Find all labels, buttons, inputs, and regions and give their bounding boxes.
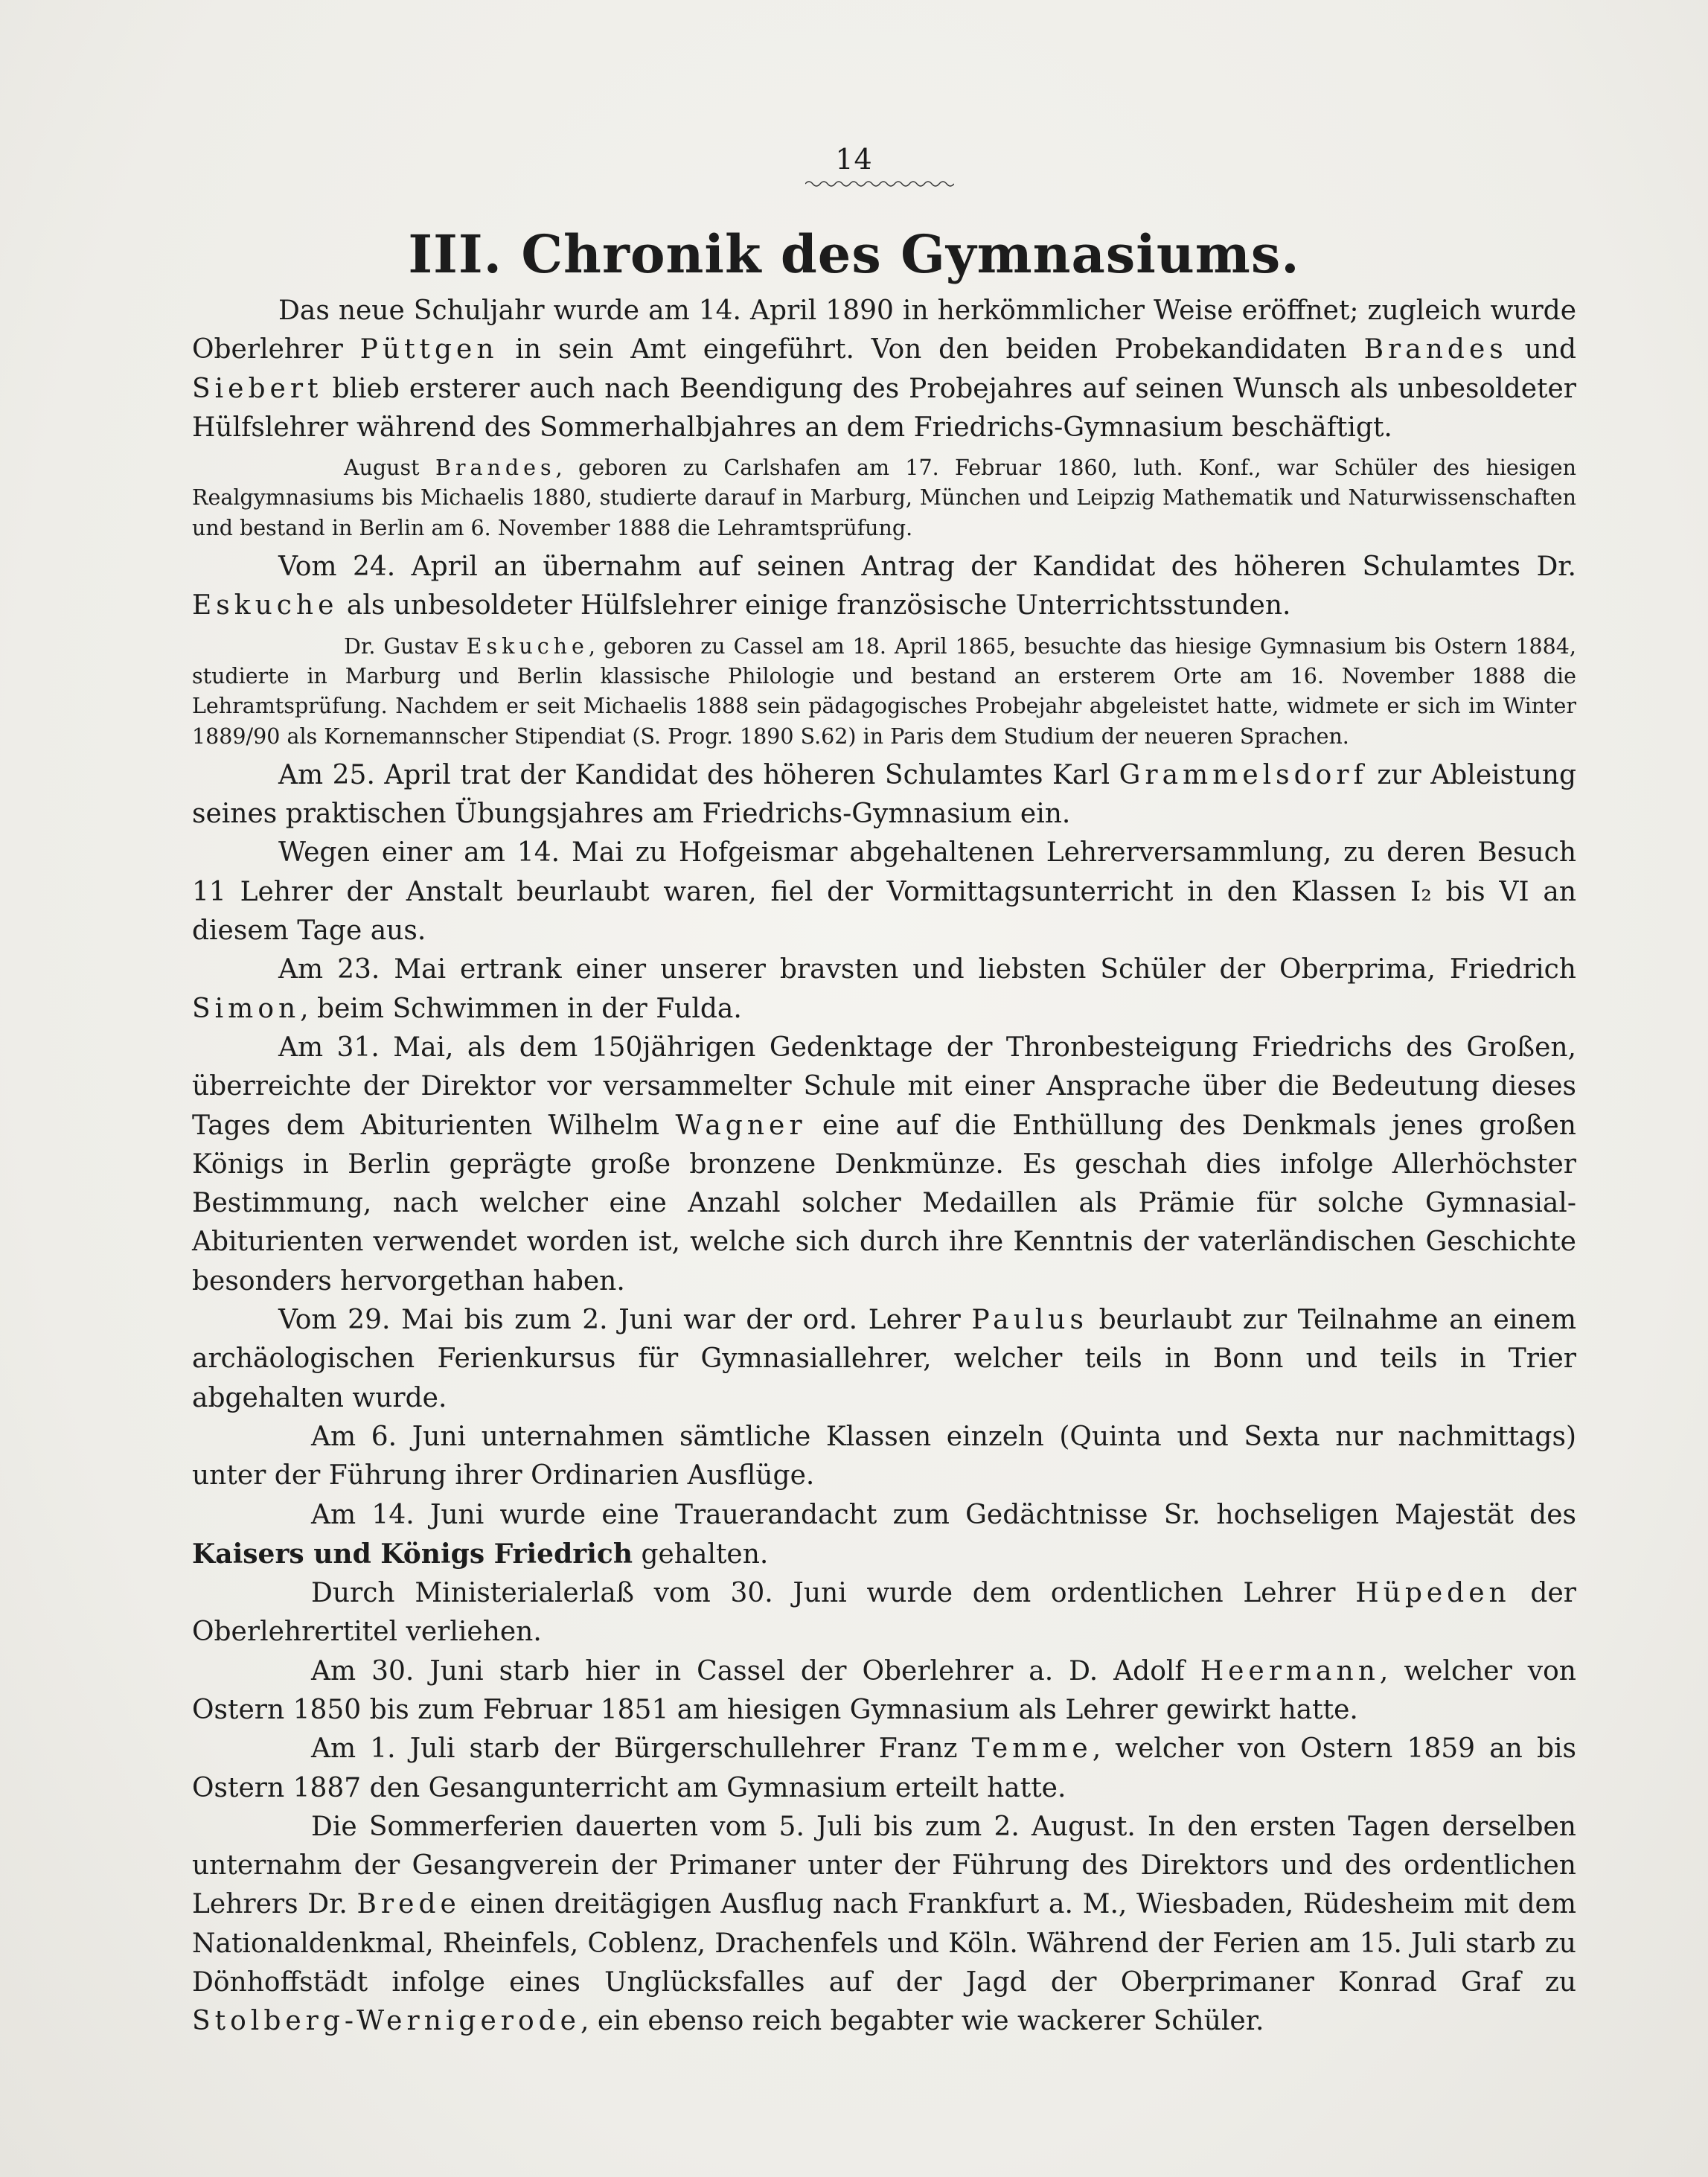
- spaced-name: Brede: [356, 1889, 461, 1920]
- text-run: Vom 24. April an übernahm auf seinen Antrag der Kandidat des höheren Schulamtes Dr.: [278, 552, 1576, 583]
- text-run: Am 25. April trat der Kandidat des höheren Schulamtes Karl: [278, 759, 1119, 790]
- biographical-note: [192, 632, 1576, 752]
- spaced-name: Hüpeden: [1355, 1578, 1511, 1609]
- text-run: Dr. Gustav: [344, 633, 467, 659]
- paragraph: [192, 756, 1576, 834]
- spaced-name: Püttgen: [359, 334, 499, 365]
- text-run: eine auf die Enthüllung des Denkmals jenes großen Königs in Berlin geprägte große bronzene Denkmünze. Es geschah dies infolge Allerhöchster Bestimmung, nach welcher eine Anzahl solcher Medaillen als Prämie für solche Gymnasial-Abiturienten verwendet worden ist, welche sich durch ihre Kenntnis der vaterländischen Geschichte besonders hervorgethan haben.: [192, 1110, 1576, 1297]
- text-run: Am 31. Mai, als dem 150jährigen Gedenktage der Thronbesteigung Friedrichs des Großen, überreichte der Direktor vor versammelter Schule mit einer Ansprache über die Bedeutung dieses Tages dem Abiturienten Wilhelm: [192, 1032, 1576, 1141]
- text-run: beurlaubt zur Teilnahme an einem archäologischen Ferienkursus für Gymnasiallehrer, welcher teils in Bonn und teils in Trier abgehalten wurde.: [192, 1305, 1576, 1413]
- paragraph: [192, 834, 1576, 950]
- spaced-name: Temme: [971, 1733, 1093, 1765]
- spaced-name: Siebert: [192, 373, 323, 404]
- decorative-rule: [805, 179, 954, 189]
- text-run: Das neue Schuljahr wurde am 14. April 1890 in herkömmlicher Weise eröffnet; zugleich wurde Oberlehrer: [192, 295, 1576, 365]
- paragraph: [192, 292, 1576, 447]
- text-run: der Oberlehrertitel verliehen.: [192, 1578, 1576, 1648]
- text-run: in sein Amt eingeführt. Von den beiden Probekandidaten: [498, 334, 1364, 365]
- paragraph: [192, 1496, 1576, 1575]
- paragraph: [192, 1808, 1576, 2042]
- text-run: Wegen einer am 14. Mai zu Hofgeismar abgehaltenen Lehrerversammlung, zu deren Besuch 11 Lehrer der Anstalt beurlaubt waren, fiel der Vormittagsunterricht in den Klassen I₂ bis VI an diesem Tage aus.: [192, 837, 1576, 947]
- text-run: , beim Schwimmen in der Fulda.: [300, 993, 742, 1024]
- chronicle-text: [192, 292, 1576, 2042]
- spaced-name: Simon: [192, 993, 301, 1024]
- text-run: Am 30. Juni starb hier in Cassel der Oberlehrer a. D. Adolf: [311, 1655, 1200, 1687]
- paragraph: [192, 1574, 1576, 1652]
- text-run: , ein ebenso reich begabter wie wackerer Schüler.: [580, 2006, 1264, 2037]
- biographical-note: [192, 453, 1576, 543]
- spaced-name: Brandes: [435, 455, 556, 481]
- spaced-name: Wagner: [675, 1110, 807, 1141]
- paragraph: [192, 548, 1576, 626]
- spaced-name: Brandes: [1363, 334, 1508, 365]
- page-number: 14: [835, 143, 873, 176]
- spaced-name: Stolberg-Wernigerode: [192, 2006, 580, 2037]
- paragraph: [192, 1730, 1576, 1808]
- paragraph: [192, 1029, 1576, 1301]
- text-run: Am 14. Juni wurde eine Trauerandacht zum Gedächtnisse Sr. hochseligen Majestät des: [311, 1499, 1576, 1530]
- text-run: als unbesoldeter Hülfslehrer einige französische Unterrichtsstunden.: [338, 590, 1291, 621]
- text-run: , geboren zu Carlshafen am 17. Februar 1860, luth. Konf., war Schüler des hiesigen Realgymnasiums bis Michaelis 1880, studierte darauf in Marburg, München und Leipzig Mathematik und Naturwissenschaften und bestand in Berlin am 6. November 1888 die Lehramtsprüfung.: [192, 455, 1576, 540]
- text-run: , welcher von Ostern 1859 an bis Ostern 1887 den Gesangunterricht am Gymnasium erteilt hatte.: [192, 1733, 1576, 1803]
- spaced-name: Grammelsdorf: [1119, 759, 1368, 790]
- paragraph: [192, 950, 1576, 1029]
- text-run: Am 6. Juni unternahmen sämtliche Klassen einzeln (Quinta und Sexta nur nachmittags) unter der Führung ihrer Ordinarien Ausflüge.: [192, 1421, 1576, 1492]
- text-run: Am 1. Juli starb der Bürgerschullehrer Franz: [311, 1733, 972, 1765]
- text-run: Durch Ministerialerlaß vom 30. Juni wurde dem ordentlichen Lehrer: [311, 1578, 1356, 1609]
- text-run: einen dreitägigen Ausflug nach Frankfurt a. M., Wiesbaden, Rüdesheim mit dem Nationaldenkmal, Rheinfels, Coblenz, Drachenfels und Köln. Während der Ferien am 15. Juli starb zu Dönhoffstädt infolge eines Unglücksfalles auf der Jagd der Oberprimaner Konrad Graf zu: [192, 1889, 1576, 1998]
- text-run: , geboren zu Cassel am 18. April 1865, besuchte das hiesige Gymnasium bis Ostern 1884, studierte in Marburg und Berlin klassische Philologie und bestand an ersterem Orte am 16. November 1888 die Lehramtsprüfung. Nachdem er seit Michaelis 1888 sein pädagogisches Probejahr abgeleistet hatte, widmete er sich im Winter 1889/90 als Kornemannscher Stipendiat (S. Progr. 1890 S.62) in Paris dem Studium der neueren Sprachen.: [192, 633, 1576, 749]
- text-run: August: [344, 455, 435, 481]
- text-run: , welcher von Ostern 1850 bis zum Februar 1851 am hiesigen Gymnasium als Lehrer gewirkt hatte.: [192, 1655, 1576, 1725]
- text-run: Am 23. Mai ertrank einer unserer bravsten und liebsten Schüler der Oberprima, Friedrich: [278, 954, 1576, 985]
- paragraph: [192, 1652, 1576, 1730]
- spaced-name: Heermann: [1200, 1655, 1380, 1687]
- paragraph: [192, 1301, 1576, 1418]
- text-run: und: [1507, 334, 1577, 365]
- text-run: blieb ersterer auch nach Beendigung des Probejahres auf seinen Wunsch als unbesoldeter Hülfslehrer während des Sommerhalbjahres an dem Friedrichs-Gymnasium beschäftigt.: [192, 373, 1576, 443]
- spaced-name: Paulus: [971, 1305, 1088, 1336]
- bold-name: Kaisers und Königs Friedrich: [192, 1538, 633, 1570]
- spaced-name: Eskuche: [192, 590, 339, 621]
- page-title: III. Chronik des Gymnasiums.: [408, 223, 1300, 285]
- text-run: gehalten.: [633, 1538, 769, 1570]
- text-run: Vom 29. Mai bis zum 2. Juni war der ord. Lehrer: [278, 1305, 972, 1336]
- text-run: zur Ableistung seines praktischen Übungsjahres am Friedrichs-Gymnasium ein.: [192, 759, 1576, 830]
- spaced-name: Eskuche: [466, 633, 589, 659]
- text-run: Die Sommerferien dauerten vom 5. Juli bis zum 2. August. In den ersten Tagen derselben unternahm der Gesangverein der Primaner unter der Führung des Direktors und des ordentlichen Lehrers Dr.: [192, 1811, 1576, 1920]
- paragraph: [192, 1418, 1576, 1496]
